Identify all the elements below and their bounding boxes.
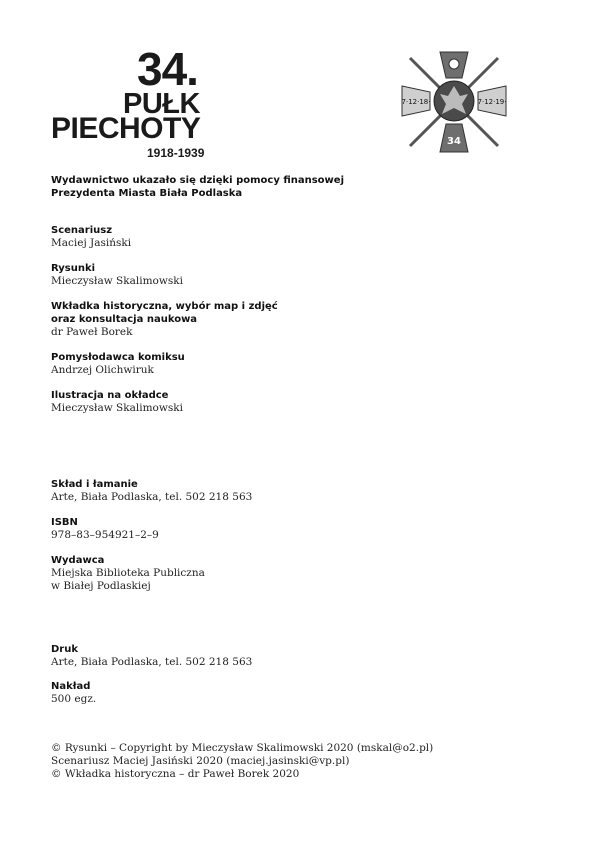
credit-value: dr Paweł Borek [51, 326, 133, 338]
credit-heading: Skład i łamanie [51, 479, 138, 490]
credit-print [51, 643, 252, 669]
credit-heading: Rysunki [51, 263, 96, 274]
credit-print-run [51, 680, 96, 706]
logo-number: 34. [137, 43, 198, 95]
logo-word-pulk: PUŁK [123, 88, 200, 120]
credit-heading: Nakład [51, 681, 91, 692]
funding-line-2: Prezydenta Miasta Biała Podlaska [51, 188, 243, 199]
credit-historical-insert [51, 300, 278, 339]
credit-isbn [51, 516, 159, 542]
credit-heading: Druk [51, 644, 79, 655]
credit-heading: Pomysłodawca komiksu [51, 352, 185, 363]
credit-cover [51, 389, 183, 415]
credit-value: Mieczysław Skalimowski [51, 402, 183, 414]
badge-left-date: 7·12·18· [401, 98, 431, 106]
credit-value: Miejska Biblioteka Publiczna [51, 567, 205, 579]
badge-number: 34 [447, 136, 461, 147]
funding-note [51, 174, 344, 200]
funding-line-1: Wydawnictwo ukazało się dzięki pomocy finansowej [51, 175, 344, 186]
credit-value: Arte, Biała Podlaska, tel. 502 218 563 [51, 491, 253, 503]
regiment-logo [51, 43, 241, 166]
credit-heading-2: oraz konsultacja naukowa [51, 314, 198, 325]
copyright-line-3: © Wkładka historyczna – dr Paweł Borek 2020 [51, 768, 300, 780]
credit-value: Arte, Biała Podlaska, tel. 502 218 563 [51, 656, 253, 668]
credit-publisher [51, 554, 205, 593]
credit-heading: Ilustracja na okładce [51, 390, 169, 401]
credit-heading: Scenariusz [51, 225, 113, 236]
credit-idea [51, 351, 185, 377]
copyright-line-1: © Rysunki – Copyright by Mieczysław Skalimowski 2020 (mskal@o2.pl) [51, 742, 434, 754]
credit-heading: ISBN [51, 517, 78, 528]
logo-word-piechoty: PIECHOTY [51, 112, 201, 145]
regiment-badge-icon [400, 48, 508, 156]
credit-value: 978–83–954921–2–9 [51, 529, 159, 541]
credit-value-2: w Białej Podlaskiej [51, 580, 151, 592]
copyright-line-2: Scenariusz Maciej Jasiński 2020 (maciej.jasinski@vp.pl) [51, 755, 350, 767]
cross-top-disc [449, 59, 459, 69]
credit-heading: Wydawca [51, 555, 105, 566]
logo-years: 1918-1939 [147, 146, 205, 160]
credit-heading: Wkładka historyczna, wybór map i zdjęć [51, 301, 278, 312]
credit-scenario [51, 224, 131, 250]
credit-value: 500 egz. [51, 693, 97, 705]
credit-value: Andrzej Olichwiruk [51, 364, 154, 376]
copyright-notice [51, 742, 433, 781]
credit-drawings [51, 262, 183, 288]
credit-value: Mieczysław Skalimowski [51, 275, 183, 287]
credit-value: Maciej Jasiński [51, 237, 132, 249]
badge-right-date: 7·12·19· [477, 98, 507, 106]
credit-typesetting [51, 478, 252, 504]
